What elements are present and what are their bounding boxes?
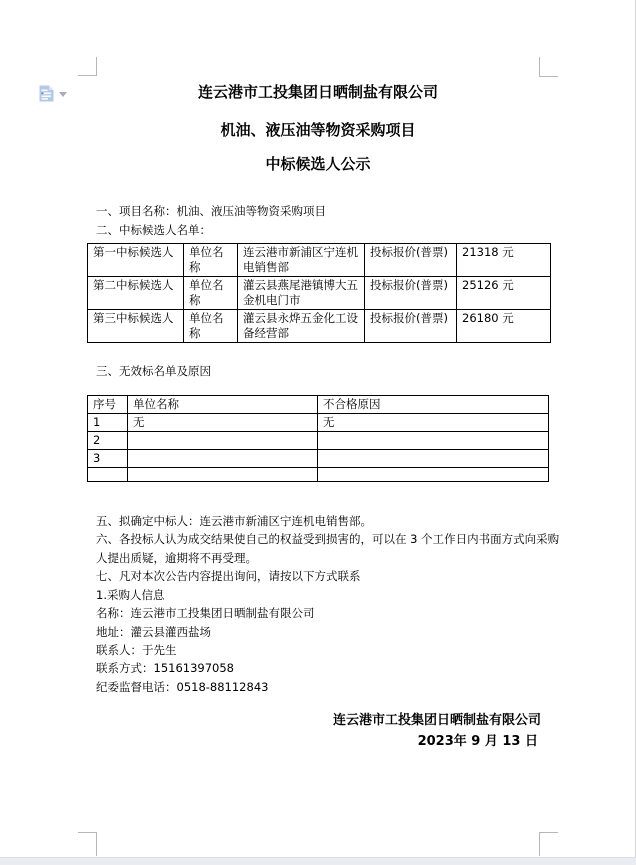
- candidate-rank: 第三中标候选人: [88, 310, 184, 343]
- doc-title-company: 连云港市工投集团日晒制盐有限公司: [197, 83, 438, 101]
- table-row: [88, 310, 551, 343]
- table-row: [88, 277, 551, 310]
- unit-cell: [128, 468, 318, 482]
- contact-phone-line: 联系方式：15161397058: [96, 661, 234, 675]
- unit-name: 灌云县燕尾港镇博大五金机电门市: [238, 277, 365, 310]
- invalid-bids-table: [87, 395, 549, 482]
- unit-cell: [128, 432, 318, 450]
- unit-name: 灌云县永烨五金化工设备经营部: [238, 310, 365, 343]
- section-6-objection-line2: 人提出质疑，逾期将不再受理。: [96, 551, 257, 565]
- doc-title-announce: 中标候选人公示: [265, 155, 371, 173]
- buyer-info-heading: 1.采购人信息: [96, 588, 165, 602]
- price-value: 26180 元: [457, 310, 551, 343]
- candidate-rank: 第一中标候选人: [88, 244, 184, 277]
- crop-mark-top-right: [539, 57, 558, 77]
- price-label: 投标报价(普票): [365, 244, 457, 277]
- page-bottom-edge: [0, 857, 636, 865]
- table-row: [88, 450, 549, 468]
- table-row: [88, 468, 549, 482]
- section-1-project-name: 一、项目名称：机油、液压油等物资采购项目: [96, 204, 326, 218]
- signature-date: 2023年 9 月 13 日: [417, 734, 538, 749]
- section-3-invalid-bids: 三、无效标名单及原因: [96, 364, 211, 378]
- reason-cell: [318, 468, 549, 482]
- unit-label: 单位名称: [184, 277, 238, 310]
- discipline-phone-line: 纪委监督电话：0518-88112843: [96, 680, 269, 694]
- table-row: [88, 244, 551, 277]
- crop-mark-bottom-left: [78, 832, 97, 856]
- price-label: 投标报价(普票): [365, 310, 457, 343]
- price-value: 25126 元: [457, 277, 551, 310]
- unit-cell: 无: [128, 414, 318, 432]
- section-6-objection-line1: 六、各投标人认为成交结果使自己的权益受到损害的，可以在 3 个工作日内书面方式向采购: [96, 532, 560, 546]
- table-header-row: [88, 396, 549, 414]
- doc-title-project: 机油、液压油等物资采购项目: [220, 121, 416, 139]
- reason-cell: [318, 432, 549, 450]
- table-row: [88, 414, 549, 432]
- unit-label: 单位名称: [184, 244, 238, 277]
- section-5-proposed-winner: 五、拟确定中标人：连云港市新浦区宁连机电销售部。: [96, 514, 372, 528]
- price-value: 21318 元: [457, 244, 551, 277]
- unit-name: 连云港市新浦区宁连机电销售部: [238, 244, 365, 277]
- crop-mark-bottom-right: [539, 832, 558, 856]
- unit-cell: [128, 450, 318, 468]
- col-header-reason: 不合格原因: [318, 396, 549, 414]
- unit-label: 单位名称: [184, 310, 238, 343]
- seq-cell: 2: [88, 432, 128, 450]
- seq-cell: [88, 468, 128, 482]
- col-header-unit: 单位名称: [128, 396, 318, 414]
- section-2-candidates: 二、中标候选人名单：: [96, 223, 211, 237]
- candidates-table: [87, 243, 551, 343]
- crop-mark-top-left: [78, 57, 97, 76]
- reason-cell: 无: [318, 414, 549, 432]
- seq-cell: 1: [88, 414, 128, 432]
- candidate-rank: 第二中标候选人: [88, 277, 184, 310]
- buyer-name-line: 名称：连云港市工投集团日晒制盐有限公司: [96, 606, 315, 620]
- contact-person-line: 联系人：于先生: [96, 643, 177, 657]
- price-label: 投标报价(普票): [365, 277, 457, 310]
- seq-cell: 3: [88, 450, 128, 468]
- section-7-inquiry: 七、凡对本次公告内容提出询问，请按以下方式联系: [96, 569, 361, 583]
- table-row: [88, 432, 549, 450]
- col-header-seq: 序号: [88, 396, 128, 414]
- reason-cell: [318, 450, 549, 468]
- buyer-address-line: 地址：灌云县灌西盐场: [96, 625, 211, 639]
- signature-company: 连云港市工投集团日晒制盐有限公司: [332, 713, 541, 728]
